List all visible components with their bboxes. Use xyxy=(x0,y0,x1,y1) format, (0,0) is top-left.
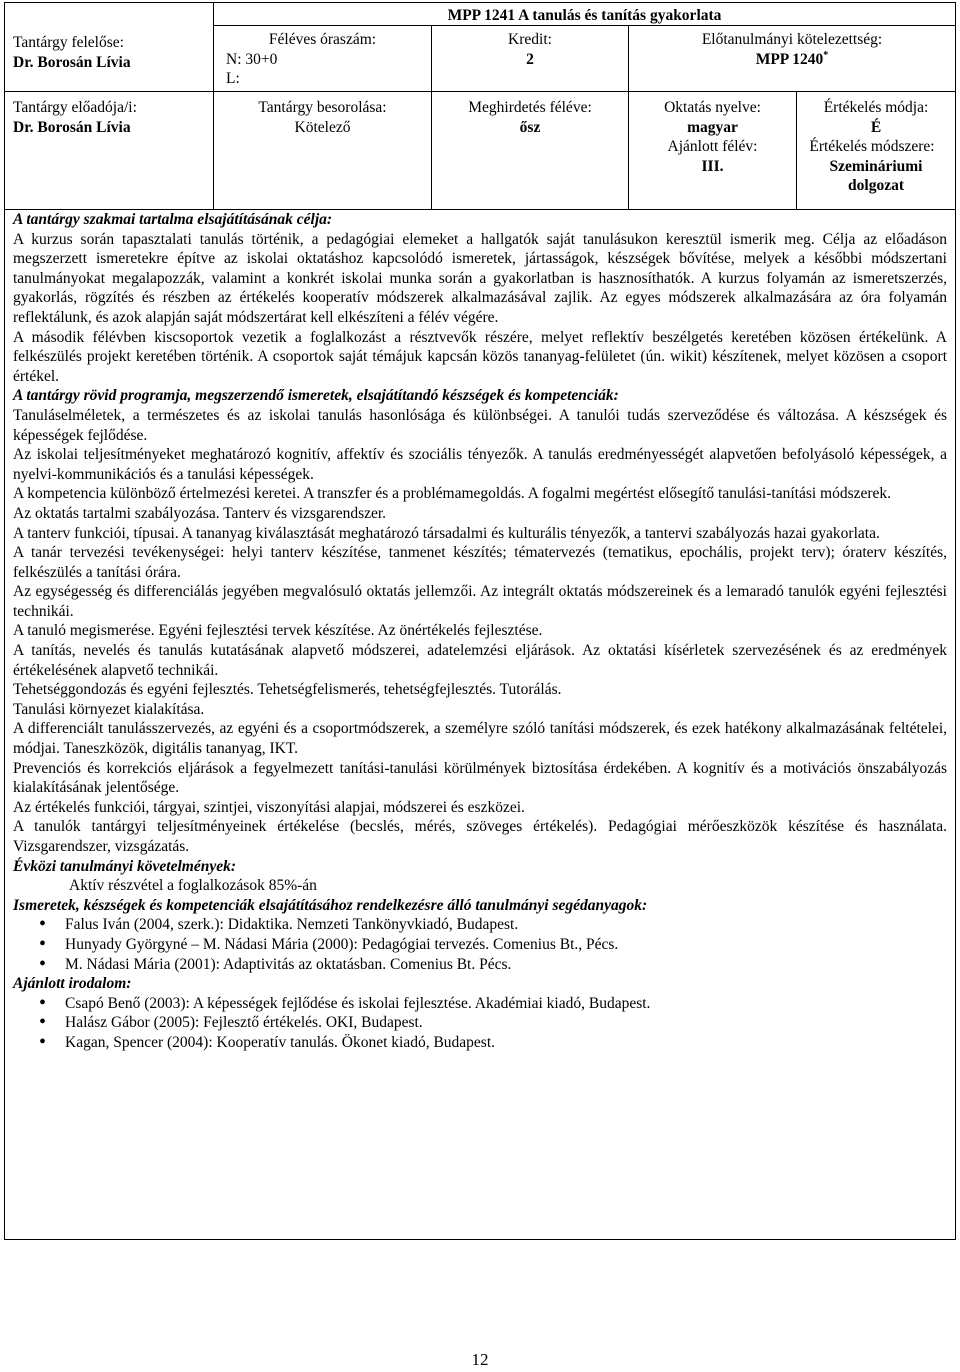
credit-cell xyxy=(431,26,628,92)
literature-list xyxy=(13,994,947,1053)
program-paragraph: A tanterv funkciói, típusai. A tananyag kiválasztását meghatározó társadalmi és kulturális tényezők, a tantervi szabályozás hazai gyakorlata. xyxy=(13,524,880,542)
responsible-name: Dr. Borosán Lívia xyxy=(13,53,131,71)
requirements-item: Aktív részvétel a foglalkozások 85%-án xyxy=(69,877,317,895)
course-body xyxy=(5,210,955,1053)
category-value: Kötelező xyxy=(294,118,351,136)
prereq-value: MPP 1240 xyxy=(755,50,824,68)
requirements-heading: Évközi tanulmányi követelmények: xyxy=(13,857,237,875)
goal-heading: A tantárgy szakmai tartalma elsajátításának célja: xyxy=(13,211,333,228)
eval-mode-value: É xyxy=(870,118,882,136)
program-paragraph: Tanulási környezet kialakítása. xyxy=(13,700,205,718)
eval-mode-label: Értékelés módja: xyxy=(823,99,929,116)
list-item: • Csapó Benő (2003): A képességek fejlődése és iskolai fejlesztése. Akadémiai kiadó, Budapest. xyxy=(39,994,947,1014)
materials-list xyxy=(13,915,947,974)
lecturer-cell xyxy=(5,92,213,209)
course-sheet xyxy=(4,2,956,1240)
eval-method-label: Értékelés módszere: xyxy=(809,138,935,156)
semester-value: ősz xyxy=(519,118,541,136)
program-paragraph: A tanulók tantárgyi teljesítményeinek értékelése (becslés, mérés, szöveges értékelés). Pedagógiai mérőeszközök készítése és használata. Vizsgarendszer, vizsgázatás. xyxy=(13,818,947,855)
list-item: • Halász Gábor (2005): Fejlesztő értékelés. OKI, Budapest. xyxy=(39,1013,947,1033)
program-paragraph: A tanár tervezési tevékenységei: helyi tanterv készítése, tanmenet készítés; tématervezés (tematikus, epochális, projekt terv); óraterv készítés, felkészülés a tanítási órára. xyxy=(13,544,947,581)
course-header xyxy=(5,3,955,210)
list-item: • Kagan, Spencer (2004): Kooperatív tanulás. Ökonet kiadó, Budapest. xyxy=(39,1033,947,1053)
lecturer-name: Dr. Borosán Lívia xyxy=(13,118,131,136)
program-paragraph: A tanítás, nevelés és tanulás kutatásának alapvető módszerei, adatelemzési eljárások. Az oktatási kísérletek szervezésének és az eredmények értékelésének alapvető technikái. xyxy=(13,642,947,679)
eval-method-value: Szemináriumi dolgozat xyxy=(829,157,923,195)
responsible-cell xyxy=(5,3,213,92)
page-number: 12 xyxy=(471,1350,489,1369)
responsible-label: Tantárgy felelőse: xyxy=(13,34,124,51)
program-paragraph: A kompetencia különböző értelmezési keretei. A transzfer és a problémamegoldás. A fogalmi megértést elősegítő tanulási-tanítási módszerek. xyxy=(13,485,892,503)
language-label: Oktatás nyelve: xyxy=(664,99,761,116)
program-paragraph: Az egységesség és differenciálás jegyében megvalósuló oktatás jellemzői. Az integrált oktatás módszereinek és a lemaradó tanulók egyéni fejlesztési technikái. xyxy=(13,583,947,620)
prereq-label: Előtanulmányi kötelezettség: xyxy=(701,31,883,48)
language-value: magyar xyxy=(687,118,738,136)
program-paragraph: Az oktatás tartalmi szabályozása. Tanterv és vizsgarendszer. xyxy=(13,504,387,522)
eval-cell xyxy=(796,92,955,209)
category-label: Tantárgy besorolása: xyxy=(258,99,387,116)
hours-cell xyxy=(213,26,431,92)
program-paragraph: Prevenciós és korrekciós eljárások a fegyelmezett tanítási-tanulási körülmények biztosítása érdekében. A kognitív és a motivációs önszabályozás kialakításának jelentősége. xyxy=(13,759,947,797)
hours-l: L: xyxy=(226,70,240,88)
list-item: • M. Nádasi Mária (2001): Adaptivitás az oktatásban. Comenius Bt. Pécs. xyxy=(39,955,947,975)
program-paragraph: Az értékelés funkciói, tárgyai, szintjei, viszonyítási alapjai, módszerei és eszközei. xyxy=(13,798,525,816)
credit-value: 2 xyxy=(526,50,534,68)
recommended-label: Ajánlott félév: xyxy=(667,138,758,156)
course-title: MPP 1241 A tanulás és tanítás gyakorlata xyxy=(213,3,955,26)
semester-label: Meghirdetés féléve: xyxy=(468,99,592,116)
program-paragraph: A tanuló megismerése. Egyéni fejlesztési tervek készítése. Az önértékelés fejlesztése. xyxy=(13,622,543,640)
language-cell xyxy=(628,92,796,209)
program-paragraph: A differenciált tanulásszervezés, az egyéni és a csoportmódszerek, a személyre szóló tanítási módszerek, és ezek hatékony alkalmazásának feltételei, módjai. Taneszközök, digitális tananyag, IKT. xyxy=(13,720,947,758)
category-cell xyxy=(213,92,431,209)
recommended-value: III. xyxy=(701,157,724,175)
prereq-mark: * xyxy=(823,49,829,61)
goal-paragraph: A kurzus során tapasztalati tanulás történik, a pedagógiai elemeket a hallgatók saját tanulásukon keresztül ismerik meg. Célja az előadáson megszerzett ismeretekre építve az iskolai oktatáshoz kapcsolódó ismeretek, jártasságok, készségek bővítése, melyek a későbbi módszertani tanulmányokat megalapozzák, valamint a konkrét iskolai munka során a gyakorlatban is hasznosíthatók. A kurzus folyamán az ismeretszerzés, gyakorlás, rögzítés és részben az értékelés kooperatív módszerek alkalmazásával zajlik. Az egyes módszerek alkalmazására az óra folyamán reflektálunk, és azok alapján saját módszertárat kell elkészíteni a félév végére. xyxy=(13,230,947,326)
lecturer-label: Tantárgy előadója/i: xyxy=(13,99,137,116)
goal-paragraph: A második félévben kiscsoportok vezetik a foglalkozást a résztvevők részére, melyet reflektív beszélgetés keretében közösen értékelünk. A felkészülés projekt keretében történik. A csoportok saját témájuk kapcsán közös tananyag-felületet (ún. wikit) készítenek, melyet közösen a csoport értékel. xyxy=(13,328,947,385)
program-heading: A tantárgy rövid programja, megszerzendő ismeretek, elsajátítandó készségek és kompetenciák: xyxy=(13,387,619,405)
materials-heading: Ismeretek, készségek és kompetenciák elsajátításához rendelkezésre álló tanulmányi segédanyagok: xyxy=(13,896,648,914)
hours-n: N: 30+0 xyxy=(226,50,278,68)
literature-heading: Ajánlott irodalom: xyxy=(13,975,132,993)
program-paragraph: Az iskolai teljesítményeket meghatározó kognitív, affektív és szociális tényezők. A tanulás eredményességét alapvetően befolyásoló képességek, a nyelvi-kommunikációs és a tanulási képességek. xyxy=(13,446,947,483)
credit-label: Kredit: xyxy=(508,31,552,48)
program-paragraph: Tanuláselméletek, a természetes és az iskolai tanulás hasonlósága és különbségei. A tanulói tudás szerveződése és változása. A készségek és képességek fejlődése. xyxy=(13,406,947,444)
list-item: • Falus Iván (2004, szerk.): Didaktika. Nemzeti Tankönyvkiadó, Budapest. xyxy=(39,915,947,935)
semester-cell xyxy=(431,92,628,209)
prereq-cell xyxy=(628,26,955,92)
program-paragraph: Tehetséggondozás és egyéni fejlesztés. Tehetségfelismerés, tehetségfejlesztés. Tutorálás. xyxy=(13,681,562,699)
hours-label: Féléves óraszám: xyxy=(268,31,377,48)
list-item: • Hunyady Györgyné – M. Nádasi Mária (2000): Pedagógiai tervezés. Comenius Bt., Pécs. xyxy=(39,935,947,955)
